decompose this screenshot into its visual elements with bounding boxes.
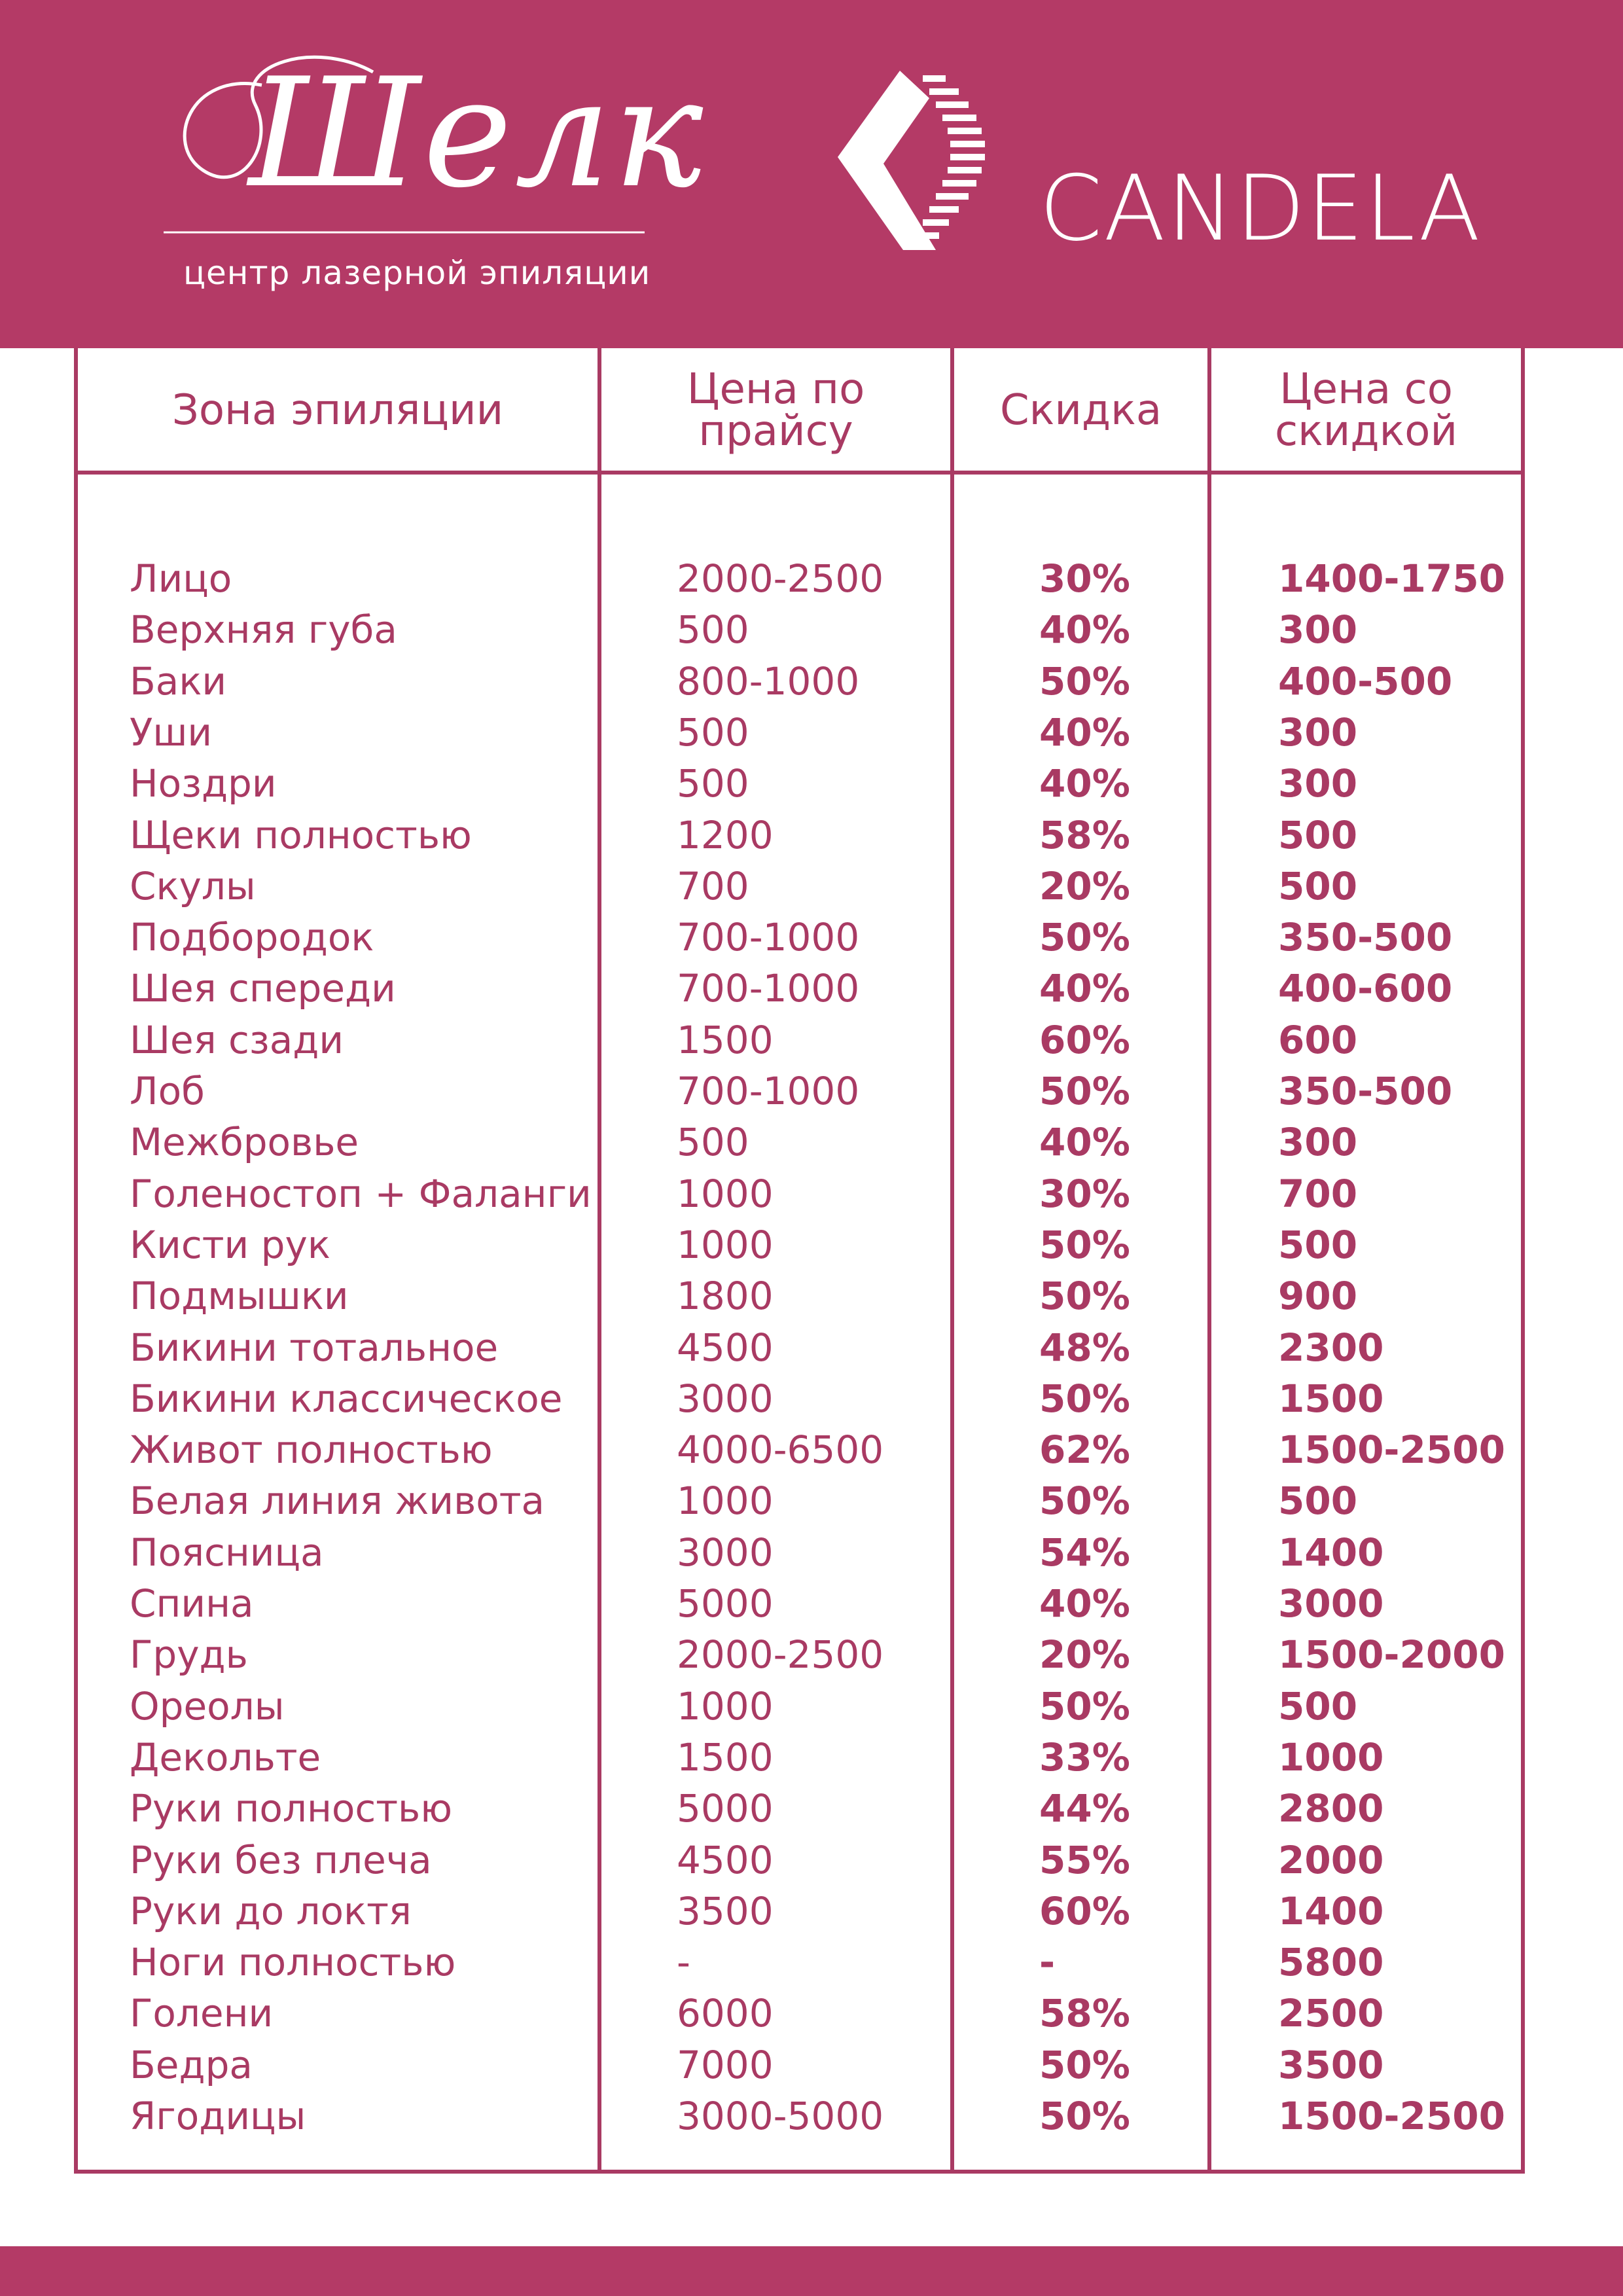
discount-cell: 33% — [1039, 1734, 1130, 1780]
final-price-cell: 300 — [1278, 1120, 1358, 1165]
price-cell: 800-1000 — [677, 658, 860, 704]
price-cell: 5000 — [677, 1581, 774, 1626]
table-row — [0, 707, 1623, 758]
final-price-cell: 1500-2500 — [1278, 2094, 1505, 2138]
price-cell: 1500 — [677, 1734, 774, 1780]
table-row — [0, 912, 1623, 963]
price-cell: - — [677, 1940, 690, 1985]
zone-cell: Белая линия живота — [130, 1479, 545, 1524]
table-row — [0, 810, 1623, 861]
discount-cell: 58% — [1039, 1991, 1130, 2036]
zone-cell: Бикини тотальное — [130, 1325, 499, 1370]
discount-cell: 50% — [1039, 1479, 1130, 1524]
table-row — [0, 1886, 1623, 1937]
table-row — [0, 604, 1623, 655]
final-price-cell: 500 — [1278, 812, 1358, 857]
table-row — [0, 1988, 1623, 2039]
zone-cell: Кисти рук — [130, 1222, 330, 1267]
table-row — [0, 861, 1623, 912]
zone-cell: Живот полностью — [130, 1427, 493, 1473]
zone-cell: Поясница — [130, 1530, 324, 1575]
zone-cell: Голени — [130, 1991, 274, 2036]
price-cell: 500 — [677, 761, 749, 806]
zone-cell: Щеки полностью — [130, 812, 472, 857]
zone-cell: Декольте — [130, 1734, 321, 1780]
price-cell: 7000 — [677, 2042, 774, 2087]
discount-cell: 44% — [1039, 1786, 1130, 1831]
price-cell: 1200 — [677, 812, 774, 857]
price-cell: 700 — [677, 863, 749, 908]
price-cell: 700-1000 — [677, 966, 860, 1011]
table-row — [0, 1835, 1623, 1886]
column-header-discount: Скидка — [999, 386, 1162, 435]
table-row — [0, 1475, 1623, 1526]
zone-cell: Баки — [130, 658, 227, 704]
price-cell: 3000-5000 — [677, 2094, 884, 2138]
discount-cell: 50% — [1039, 1222, 1130, 1267]
zone-cell: Ноги полностью — [130, 1940, 456, 1985]
final-price-cell: 1400-1750 — [1278, 556, 1505, 601]
price-cell: 1000 — [677, 1222, 774, 1267]
final-price-cell: 350-500 — [1278, 915, 1453, 960]
zone-cell: Грудь — [130, 1632, 248, 1677]
table-row — [0, 758, 1623, 809]
zone-cell: Подбородок — [130, 915, 374, 960]
discount-cell: 40% — [1039, 761, 1130, 806]
price-cell: 700-1000 — [677, 1069, 860, 1113]
zone-cell: Ягодицы — [130, 2094, 306, 2138]
zone-cell: Бедра — [130, 2042, 253, 2087]
price-cell: 700-1000 — [677, 915, 860, 960]
discount-cell: 20% — [1039, 1632, 1130, 1677]
price-cell: 1000 — [677, 1683, 774, 1729]
brand-name: Шелк — [249, 46, 706, 221]
price-cell: 500 — [677, 709, 749, 755]
price-cell: 1800 — [677, 1274, 774, 1319]
discount-cell: 40% — [1039, 966, 1130, 1011]
zone-cell: Подмышки — [130, 1274, 349, 1319]
table-row — [0, 656, 1623, 707]
price-cell: 4500 — [677, 1325, 774, 1370]
table-row — [0, 2090, 1623, 2142]
zone-cell: Руки без плеча — [130, 1837, 432, 1882]
zone-cell: Спина — [130, 1581, 254, 1626]
zone-cell: Лоб — [130, 1069, 205, 1113]
table-row — [0, 1117, 1623, 1168]
table-row — [0, 1783, 1623, 1834]
final-price-cell: 300 — [1278, 709, 1358, 755]
discount-cell: 50% — [1039, 1274, 1130, 1319]
table-row — [0, 1014, 1623, 1066]
table-row — [0, 1732, 1623, 1783]
price-cell: 1500 — [677, 1017, 774, 1062]
brand-subtitle: центр лазерной эпиляции — [183, 254, 651, 292]
price-cell: 2000-2500 — [677, 1632, 884, 1677]
table-row — [0, 1937, 1623, 1988]
final-price-cell: 350-500 — [1278, 1069, 1453, 1113]
discount-cell: 50% — [1039, 1376, 1130, 1421]
final-price-cell: 1500 — [1278, 1376, 1384, 1421]
final-price-cell: 1400 — [1278, 1530, 1384, 1575]
final-price-cell: 300 — [1278, 761, 1358, 806]
column-header-final-price: Цена со скидкой — [1274, 365, 1458, 456]
discount-cell: - — [1039, 1940, 1056, 1985]
discount-cell: 50% — [1039, 1683, 1130, 1729]
table-row — [0, 2039, 1623, 2090]
final-price-cell: 600 — [1278, 1017, 1358, 1062]
zone-cell: Уши — [130, 709, 213, 755]
final-price-cell: 700 — [1278, 1171, 1358, 1216]
table-row — [0, 1629, 1623, 1680]
discount-cell: 30% — [1039, 1171, 1130, 1216]
price-cell: 3500 — [677, 1888, 774, 1933]
zone-cell: Руки полностью — [130, 1786, 453, 1831]
discount-cell: 50% — [1039, 2042, 1130, 2087]
table-row — [0, 1219, 1623, 1270]
table-row — [0, 1168, 1623, 1219]
discount-cell: 40% — [1039, 709, 1130, 755]
zone-cell: Ноздри — [130, 761, 277, 806]
final-price-cell: 2000 — [1278, 1837, 1384, 1882]
final-price-cell: 2300 — [1278, 1325, 1384, 1370]
zone-cell: Лицо — [130, 556, 232, 601]
final-price-cell: 400-600 — [1278, 966, 1453, 1011]
final-price-cell: 3000 — [1278, 1581, 1384, 1626]
zone-cell: Скулы — [130, 863, 256, 908]
final-price-cell: 1400 — [1278, 1888, 1384, 1933]
discount-cell: 50% — [1039, 658, 1130, 704]
final-price-cell: 1500-2500 — [1278, 1427, 1505, 1473]
discount-cell: 48% — [1039, 1325, 1130, 1370]
price-cell: 4000-6500 — [677, 1427, 884, 1473]
discount-cell: 20% — [1039, 863, 1130, 908]
discount-cell: 50% — [1039, 1069, 1130, 1113]
discount-cell: 54% — [1039, 1530, 1130, 1575]
final-price-cell: 500 — [1278, 863, 1358, 908]
discount-cell: 60% — [1039, 1017, 1130, 1062]
final-price-cell: 900 — [1278, 1274, 1358, 1319]
table-row — [0, 1270, 1623, 1321]
discount-cell: 40% — [1039, 1581, 1130, 1626]
final-price-cell: 3500 — [1278, 2042, 1384, 2087]
discount-cell: 40% — [1039, 1120, 1130, 1165]
final-price-cell: 500 — [1278, 1683, 1358, 1729]
table-row — [0, 1681, 1623, 1732]
final-price-cell: 400-500 — [1278, 658, 1453, 704]
footer-bar — [0, 2246, 1623, 2296]
discount-cell: 60% — [1039, 1888, 1130, 1933]
price-cell: 1000 — [677, 1479, 774, 1524]
table-row — [0, 1578, 1623, 1629]
price-cell: 6000 — [677, 1991, 774, 2036]
final-price-cell: 500 — [1278, 1479, 1358, 1524]
table-row — [0, 1322, 1623, 1373]
final-price-cell: 5800 — [1278, 1940, 1384, 1985]
price-cell: 1000 — [677, 1171, 774, 1216]
column-header-price: Цена по прайсу — [687, 365, 865, 456]
final-price-cell: 2500 — [1278, 1991, 1384, 2036]
final-price-cell: 300 — [1278, 607, 1358, 653]
table-row — [0, 963, 1623, 1014]
price-cell: 4500 — [677, 1837, 774, 1882]
final-price-cell: 1000 — [1278, 1734, 1384, 1780]
price-cell: 5000 — [677, 1786, 774, 1831]
column-header-zone: Зона эпиляции — [171, 386, 504, 435]
discount-cell: 30% — [1039, 556, 1130, 601]
price-cell: 3000 — [677, 1530, 774, 1575]
discount-cell: 40% — [1039, 607, 1130, 653]
final-price-cell: 2800 — [1278, 1786, 1384, 1831]
discount-cell: 62% — [1039, 1427, 1130, 1473]
zone-cell: Бикини классическое — [130, 1376, 563, 1421]
zone-cell: Верхняя губа — [130, 607, 397, 653]
table-row — [0, 1527, 1623, 1578]
zone-cell: Ореолы — [130, 1683, 285, 1729]
zone-cell: Шея спереди — [130, 966, 396, 1011]
table-row — [0, 1373, 1623, 1424]
final-price-cell: 500 — [1278, 1222, 1358, 1267]
zone-cell: Голеностоп + Фаланги — [130, 1171, 592, 1216]
zone-cell: Руки до локтя — [130, 1888, 412, 1933]
table-row — [0, 1066, 1623, 1117]
discount-cell: 58% — [1039, 812, 1130, 857]
zone-cell: Межбровье — [130, 1120, 359, 1165]
price-cell: 2000-2500 — [677, 556, 884, 601]
table-row — [0, 1424, 1623, 1475]
discount-cell: 50% — [1039, 2094, 1130, 2138]
discount-cell: 50% — [1039, 915, 1130, 960]
zone-cell: Шея сзади — [130, 1017, 344, 1062]
final-price-cell: 1500-2000 — [1278, 1632, 1505, 1677]
discount-cell: 55% — [1039, 1837, 1130, 1882]
table-row — [0, 553, 1623, 604]
price-cell: 500 — [677, 607, 749, 653]
price-cell: 500 — [677, 1120, 749, 1165]
partner-name: CANDELA — [1039, 156, 1482, 261]
price-cell: 3000 — [677, 1376, 774, 1421]
